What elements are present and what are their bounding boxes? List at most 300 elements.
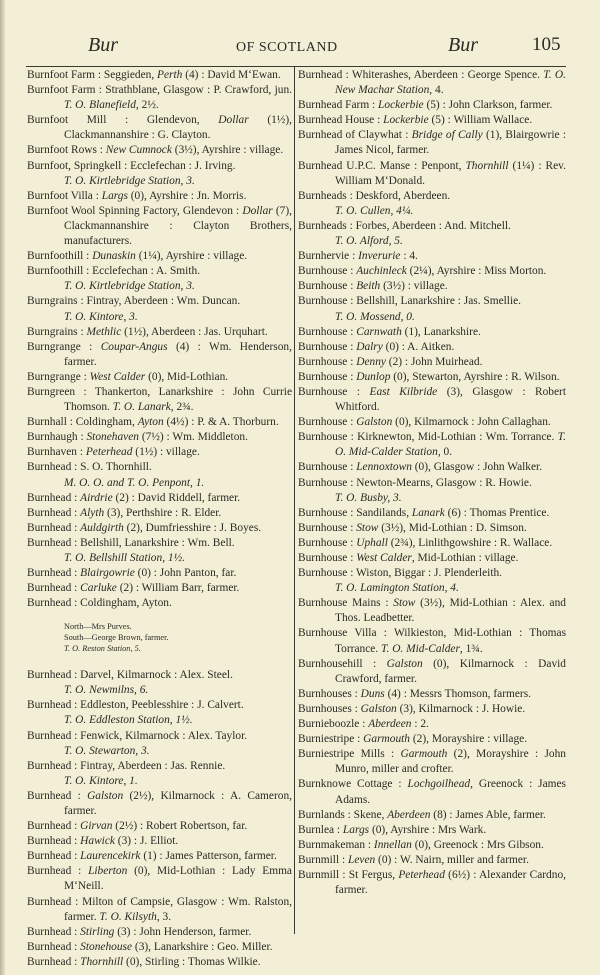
directory-entry bbox=[27, 506, 292, 521]
entry-place-italic: Perth bbox=[157, 69, 183, 81]
entry-text: (3½), Mid-Lothian : D. Simson. bbox=[378, 521, 527, 534]
entry-text: Burnhead : bbox=[27, 820, 81, 833]
entry-text: (1½) : village. bbox=[132, 446, 200, 459]
directory-entry bbox=[298, 430, 566, 460]
entry-place-italic: Leven bbox=[348, 853, 376, 866]
entry-text: Burnhouse : bbox=[298, 416, 357, 429]
entry-place-italic: Dollar bbox=[218, 114, 249, 127]
directory-entry bbox=[298, 294, 566, 324]
entry-text: Burnhead : Milton of Campsie, Glasgow : Wm. Ralston, farmer. bbox=[27, 895, 292, 923]
entry-text: Burnhead : bbox=[27, 567, 81, 580]
entry-text: Burnhouse : bbox=[298, 461, 357, 474]
entry-text: Burnhouse : Newton-Mearns, Glasgow : R. Howie. bbox=[298, 476, 532, 489]
entry-text: Burnhouse : bbox=[298, 355, 357, 368]
entry-text: (4) : Wm. Henderson, farmer. bbox=[64, 340, 292, 368]
entry-text: Burnhead : bbox=[27, 850, 81, 863]
entry-text: Burnhead : bbox=[27, 940, 81, 953]
entry-place-italic: Lanark bbox=[411, 506, 445, 519]
entry-text: (4) : Messrs Thomson, farmers. bbox=[384, 687, 531, 700]
entry-place-italic: Largs bbox=[101, 189, 128, 202]
directory-entry bbox=[27, 536, 292, 566]
directory-entry bbox=[27, 445, 292, 460]
entry-text: Burnfoot Farm : Seggieden, bbox=[27, 69, 158, 81]
entry-place-italic: East Kilbride bbox=[369, 385, 438, 398]
entry-telegraph-office: T. O. Newmilns, 6. bbox=[64, 684, 149, 697]
directory-entry bbox=[298, 657, 566, 687]
entry-place-italic: Blairgowrie bbox=[80, 567, 135, 580]
entry-place-italic: T. O. New Machar Station bbox=[335, 69, 566, 97]
entry-text: Burnhouse : Kirknewton, Mid-Lothian : Wm. Torrance. bbox=[298, 431, 558, 444]
entry-text: (3), Glasgow : Robert Whitford. bbox=[335, 385, 566, 414]
directory-entry bbox=[27, 249, 292, 264]
header-title: OF SCOTLAND bbox=[236, 40, 338, 55]
entry-text: Burnhead : bbox=[27, 925, 81, 938]
entry-text: (0), Greenock : Mrs Gibson. bbox=[411, 838, 544, 851]
directory-entry bbox=[27, 849, 292, 864]
entry-text: Burnmakeman : bbox=[298, 838, 374, 851]
directory-entry bbox=[298, 476, 566, 506]
entry-text: , 2½. bbox=[135, 99, 159, 112]
sublist-telegraph-office: T. O. Reston Station, 5. bbox=[64, 643, 141, 653]
directory-entry bbox=[27, 294, 292, 324]
entry-text: Burnfoothill : bbox=[27, 250, 93, 263]
directory-entry bbox=[298, 521, 566, 536]
directory-entry bbox=[27, 819, 292, 834]
entry-text: (1¼), Ayrshire : village. bbox=[135, 250, 248, 263]
entry-text: (3) : J. Elliot. bbox=[114, 835, 179, 848]
entry-text: (2½) : Robert Robertson, far. bbox=[112, 820, 248, 833]
entry-text: Burnfoot Wool Spinning Factory, Glendevon : bbox=[27, 204, 243, 217]
entry-place-italic: Laurencekirk bbox=[80, 850, 141, 863]
entry-text: Burnhead : Fintray, Aberdeen : Jas. Rennie. bbox=[27, 759, 226, 772]
entry-sublist bbox=[64, 622, 292, 654]
directory-entry bbox=[27, 698, 292, 728]
directory-entry bbox=[27, 430, 292, 445]
entry-text: (0), Stirling : Thomas Wilkie. bbox=[123, 955, 261, 968]
entry-text: : 4. bbox=[400, 250, 418, 263]
entry-text: Burnhaugh : bbox=[27, 431, 87, 444]
entry-text: (3), Lanarkshire : Geo. Miller. bbox=[132, 940, 273, 953]
entry-text: Burnhouse : bbox=[298, 521, 357, 534]
entry-text: (1½), Clackmannanshire : G. Clayton. bbox=[64, 114, 292, 142]
entry-text: (0), Stewarton, Ayrshire : R. Wilson. bbox=[390, 370, 560, 383]
entry-place-italic: Auchinleck bbox=[356, 265, 407, 278]
entry-place-italic: T. O. Mid-Calder bbox=[381, 642, 460, 655]
entry-text: (2), Morayshire : John Munro, miller and crofter. bbox=[335, 748, 566, 776]
header-right-guide-word: Bur bbox=[448, 34, 478, 56]
entry-text: Burnhead U.P.C. Manse : Penpont, bbox=[298, 159, 466, 172]
entry-text: Burnhead : bbox=[27, 491, 81, 504]
directory-entry bbox=[27, 83, 292, 113]
entry-text: Burnhouse : bbox=[298, 280, 357, 293]
directory-entry bbox=[298, 853, 566, 868]
entry-text: Burnhead : Fenwick, Kilmarnock : Alex. Taylor. bbox=[27, 729, 248, 742]
entry-text: Burnhouse : Bellshill, Lanarkshire : Jas. Smellie. bbox=[298, 295, 522, 308]
left-column bbox=[27, 68, 292, 970]
entry-text: Burngrange : bbox=[27, 340, 101, 353]
entry-text: (1), Lanarkshire. bbox=[401, 325, 481, 338]
directory-entry bbox=[27, 895, 292, 925]
entry-text: Burnhouse : bbox=[298, 385, 370, 398]
directory-entry bbox=[298, 717, 566, 732]
entry-text: (3½), Ayrshire : village. bbox=[171, 144, 284, 157]
entry-telegraph-office: T. O. Bellshill Station, 1½. bbox=[64, 552, 185, 564]
entry-place-italic: Girvan bbox=[80, 820, 113, 833]
entry-place-italic: Largs bbox=[342, 823, 370, 836]
entry-place-italic: Garmouth bbox=[400, 748, 448, 761]
entry-text: , Mid-Lothian : village. bbox=[411, 552, 519, 564]
entry-text: Burngreen : Thankerton, Lanarkshire : John Currie Thomson. bbox=[27, 385, 292, 414]
entry-text: Burnhervie : bbox=[298, 250, 359, 263]
entry-telegraph-office: T. O. Stewarton, 3. bbox=[64, 744, 150, 757]
directory-entry bbox=[298, 702, 566, 717]
entry-place-italic: Lochgoilhead bbox=[407, 778, 471, 791]
directory-entry bbox=[27, 460, 292, 490]
entry-place-italic: Thornhill bbox=[465, 159, 509, 172]
directory-entry bbox=[27, 955, 292, 970]
directory-entry bbox=[27, 370, 292, 385]
entry-text: Burnhouse Mains : bbox=[298, 597, 394, 610]
entry-telegraph-office: T. O. Mossend, 0. bbox=[335, 310, 415, 323]
entry-place-italic: Alyth bbox=[80, 506, 105, 519]
entry-text: (3) : John Henderson, farmer. bbox=[114, 925, 252, 938]
directory-entry bbox=[298, 189, 566, 219]
directory-entry bbox=[27, 189, 292, 204]
directory-entry bbox=[298, 159, 566, 189]
directory-entry bbox=[27, 340, 292, 370]
directory-entry bbox=[298, 566, 566, 596]
entry-text: (5) : William Wallace. bbox=[428, 114, 533, 127]
entry-text: Burnlands : Skene, bbox=[298, 808, 388, 821]
entry-text: Burngrains : Fintray, Aberdeen : Wm. Duncan. bbox=[27, 295, 241, 308]
entry-place-italic: Stirling bbox=[80, 925, 115, 938]
entry-text: Burnhouses : bbox=[298, 687, 361, 700]
entry-place-italic: Stow bbox=[356, 521, 379, 534]
entry-text: Burnfoot Rows : bbox=[27, 144, 106, 157]
entry-text: , 3. bbox=[156, 910, 172, 923]
entry-text: (7), Clackmannanshire : Clayton Brothers, manufacturers. bbox=[64, 204, 293, 248]
entry-text: Burnhead Farm : bbox=[298, 99, 379, 112]
entry-text: Burnhousehill : bbox=[298, 657, 387, 670]
entry-place-italic: West Calder bbox=[89, 370, 146, 383]
directory-entry bbox=[27, 581, 292, 596]
entry-text: Burnhaven : bbox=[27, 446, 86, 459]
entry-text: Burnhouse : bbox=[298, 265, 357, 278]
directory-entry bbox=[27, 668, 292, 698]
entry-place-italic: Galston bbox=[87, 789, 124, 802]
header-left-guide-word: Bur bbox=[88, 34, 118, 56]
entry-place-italic: Stonehouse bbox=[80, 940, 133, 953]
directory-entry bbox=[27, 566, 292, 581]
entry-place-italic: Stonehaven bbox=[86, 431, 139, 444]
directory-entry bbox=[298, 355, 566, 370]
entry-text: , 2¾. bbox=[170, 401, 194, 414]
entry-text: Burnfoot, Springkell : Ecclefechan : J. Irving. bbox=[27, 159, 236, 172]
entry-text: Burnheads : Forbes, Aberdeen : And. Mitchell. bbox=[298, 219, 511, 232]
entry-text: Burnhead House : bbox=[298, 114, 384, 127]
entry-place-italic: Lennoxtown bbox=[356, 461, 412, 474]
entry-text: Burnhouse : bbox=[298, 552, 357, 564]
entry-place-italic: Hawick bbox=[80, 835, 115, 848]
entry-place-italic: Bridge of Cally bbox=[411, 129, 483, 142]
entry-place-italic: Peterhead bbox=[398, 868, 445, 881]
entry-text: Burnhead : bbox=[27, 582, 81, 595]
entry-text: , 4. bbox=[429, 84, 444, 97]
directory-entry bbox=[298, 551, 566, 566]
entry-text: (6) : Thomas Prentice. bbox=[444, 506, 550, 519]
entry-text: (2) : David Riddell, farmer. bbox=[112, 491, 241, 504]
entry-place-italic: T. O. Lanark bbox=[112, 401, 171, 414]
entry-text: (0) : A. Aitken. bbox=[382, 340, 455, 353]
entry-text: (2), Dumfriesshire : J. Boyes. bbox=[123, 521, 262, 534]
entry-text: Burnhead : Darvel, Kilmarnock : Alex. Steel. bbox=[27, 669, 233, 682]
entry-telegraph-office: T. O. Eddleston Station, 1½. bbox=[64, 714, 193, 727]
directory-entry bbox=[298, 732, 566, 747]
entry-text: (2¼), Ayrshire : Miss Morton. bbox=[406, 265, 547, 278]
entry-place-italic: Galston bbox=[360, 702, 397, 715]
directory-entry bbox=[298, 536, 566, 551]
directory-entry bbox=[27, 204, 292, 249]
header-rule bbox=[26, 66, 566, 67]
entry-text: Burnhead : bbox=[27, 506, 81, 519]
entry-text: Burnfoot Farm : Strathblane, Glasgow : P. Crawford, jun. bbox=[27, 84, 292, 97]
entry-text: Burnhead : Coldingham, Ayton. bbox=[27, 597, 172, 610]
entry-place-italic: Galston bbox=[356, 416, 393, 429]
directory-entry bbox=[27, 491, 292, 506]
entry-telegraph-office: T. O. Cullen, 4¼. bbox=[335, 204, 414, 217]
entry-text: , Greenock : James Adams. bbox=[335, 778, 566, 806]
entry-text: Burnmill : bbox=[298, 853, 348, 866]
entry-place-italic: Uphall bbox=[356, 536, 388, 549]
entry-place-italic: Inverurie bbox=[358, 250, 401, 263]
entry-place-italic: Stow bbox=[393, 597, 416, 610]
entry-text: Burnfoot Villa : bbox=[27, 189, 102, 202]
entry-text: Burnfoothill : Ecclefechan : A. Smith. bbox=[27, 265, 201, 278]
entry-text: (6½) : Alexander Cardno, farmer. bbox=[335, 868, 566, 897]
entry-place-italic: Airdrie bbox=[80, 491, 113, 504]
entry-place-italic: Carnwath bbox=[356, 325, 402, 338]
directory-entry bbox=[27, 521, 292, 536]
entry-text: Burnlea : bbox=[298, 823, 343, 836]
entry-place-italic: Lockerbie bbox=[378, 99, 424, 112]
directory-entry bbox=[27, 415, 292, 430]
directory-entry bbox=[27, 789, 292, 819]
directory-entry bbox=[298, 596, 566, 626]
entry-place-italic: Beith bbox=[356, 280, 381, 293]
entry-text: Burnhead of Claywhat : bbox=[298, 129, 412, 142]
entry-text: (1¼) : Rev. William M‘Donald. bbox=[335, 159, 566, 187]
entry-place-italic: Liberton bbox=[88, 865, 128, 878]
directory-entry bbox=[298, 370, 566, 385]
directory-entry bbox=[27, 864, 292, 894]
directory-entry bbox=[298, 823, 566, 838]
entry-text: Burnhouse : bbox=[298, 340, 357, 353]
entry-text: (0) : John Panton, far. bbox=[134, 567, 237, 580]
directory-entry bbox=[27, 925, 292, 940]
directory-entry bbox=[27, 113, 292, 143]
directory-entry bbox=[27, 834, 292, 849]
entry-text: Burnhouse : bbox=[298, 536, 357, 549]
entry-text: (1) : James Patterson, farmer. bbox=[140, 850, 277, 863]
entry-place-italic: Dunlop bbox=[356, 370, 391, 383]
sublist-item: South—George Brown, farmer. bbox=[64, 632, 169, 642]
entry-place-italic: West Calder bbox=[356, 552, 412, 564]
entry-place-italic: New Cumnock bbox=[105, 144, 172, 157]
entry-place-italic: Carluke bbox=[80, 582, 117, 595]
sublist-item: North—Mrs Purves. bbox=[64, 622, 132, 632]
entry-place-italic: Dollar bbox=[242, 204, 273, 217]
entry-text: (8) : James Able, farmer. bbox=[430, 808, 546, 821]
entry-place-italic: Methlic bbox=[86, 325, 122, 338]
directory-entry bbox=[298, 68, 566, 98]
entry-text: (0), Ayrshire : Mrs Wark. bbox=[369, 823, 487, 836]
directory-entry bbox=[298, 340, 566, 355]
entry-text: (4½) : P. & A. Thorburn. bbox=[163, 416, 279, 429]
entry-text: (1), Blairgowrie : James Nicol, farmer. bbox=[335, 129, 566, 157]
directory-entry bbox=[298, 385, 566, 415]
entry-place-italic: Thornhill bbox=[80, 955, 124, 968]
entry-text: Burnhead : S. O. Thornhill. bbox=[27, 461, 152, 474]
entry-text: (2) : William Barr, farmer. bbox=[116, 582, 240, 595]
entry-place-italic: Denny bbox=[356, 355, 386, 368]
column-divider bbox=[294, 67, 295, 934]
directory-entry bbox=[298, 626, 566, 656]
entry-telegraph-office: T. O. Kintore, 3. bbox=[64, 310, 138, 323]
running-header bbox=[26, 30, 566, 60]
directory-entry bbox=[298, 808, 566, 823]
entry-text: Burniestripe Mills : bbox=[298, 748, 401, 761]
entry-text: (2), Morayshire : village. bbox=[410, 733, 528, 746]
directory-entry bbox=[27, 596, 292, 611]
directory-entry bbox=[298, 460, 566, 475]
right-column bbox=[298, 68, 566, 898]
entry-text: (2) : John Muirhead. bbox=[385, 355, 483, 368]
entry-text: Burnhead : Whiterashes, Aberdeen : George Spence. bbox=[298, 69, 544, 81]
entry-place-italic: Coupar-Angus bbox=[100, 340, 168, 353]
directory-entry bbox=[27, 759, 292, 789]
entry-text: Burnfoot Mill : Glendevon, bbox=[27, 114, 219, 127]
entry-text: Burnhall : Coldingham, bbox=[27, 416, 138, 429]
entry-place-italic: Duns bbox=[360, 687, 385, 700]
directory-entry bbox=[298, 777, 566, 807]
entry-telegraph-office: T. O. Kintore, 1. bbox=[64, 774, 138, 787]
entry-text: (0), Mid-Lothian : Lady Emma M‘Neill. bbox=[64, 865, 292, 893]
entry-text: (0), Kilmarnock : David Crawford, farmer. bbox=[335, 657, 567, 685]
entry-place-italic: Dalry bbox=[356, 340, 383, 353]
entry-place-italic: Aberdeen bbox=[368, 718, 412, 731]
entry-text: Burnhead : bbox=[27, 835, 81, 848]
entry-text: Burnhouse : Sandilands, bbox=[298, 506, 412, 519]
directory-entry bbox=[298, 113, 566, 128]
entry-text: (3½) : village. bbox=[380, 280, 448, 293]
entry-place-italic: Innellan bbox=[373, 838, 412, 851]
directory-entry bbox=[298, 249, 566, 264]
entry-telegraph-office: T. O. Alford, 5. bbox=[335, 235, 403, 248]
entry-text: Burnhead : Bellshill, Lanarkshire : Wm. Bell. bbox=[27, 536, 235, 549]
directory-entry bbox=[27, 325, 292, 340]
entry-text: Burnhouse : Wiston, Biggar : J. Plenderleith. bbox=[298, 567, 503, 580]
entry-place-italic: Aberdeen bbox=[387, 808, 431, 821]
entry-text: , 0. bbox=[437, 446, 453, 459]
entry-text: (0), Glasgow : John Walker. bbox=[411, 461, 543, 474]
entry-text: (1½), Aberdeen : Jas. Urquhart. bbox=[121, 325, 268, 338]
entry-place-italic: Peterhead bbox=[85, 446, 133, 459]
entry-text: (3), Perthshire : R. Elder. bbox=[104, 506, 222, 519]
entry-text: Burnhouse : bbox=[298, 370, 357, 383]
directory-entry bbox=[298, 747, 566, 777]
directory-entry bbox=[298, 279, 566, 294]
directory-entry bbox=[27, 68, 292, 83]
entry-text: (7½) : Wm. Middleton. bbox=[139, 431, 248, 444]
entry-text: (5) : John Clarkson, farmer. bbox=[423, 99, 553, 112]
entry-text: Burnheads : Deskford, Aberdeen. bbox=[298, 189, 451, 202]
directory-entry bbox=[298, 325, 566, 340]
page-binding-edge bbox=[0, 0, 5, 975]
directory-entry bbox=[298, 264, 566, 279]
entry-text: Burnhead : bbox=[27, 521, 81, 534]
entry-place-italic: Galston bbox=[386, 657, 423, 670]
entry-text: Burnmill : St Fergus, bbox=[298, 868, 399, 881]
entry-text: Burnhead : bbox=[27, 865, 89, 878]
entry-telegraph-office: T. O. Kirtlebridge Station, 3. bbox=[64, 280, 195, 293]
entry-telegraph-office: M. O. O. and T. O. Penpont, 1. bbox=[64, 476, 205, 489]
entry-text: (0), Kilmarnock : John Callaghan. bbox=[392, 416, 551, 429]
entry-text: (0) : W. Nairn, miller and farmer. bbox=[375, 853, 529, 866]
entry-text: Burnhead : bbox=[27, 789, 88, 802]
directory-entry bbox=[27, 159, 292, 189]
entry-text: (4) : David M‘Ewan. bbox=[182, 69, 281, 81]
entry-telegraph-office: T. O. Kirtlebridge Station, 3. bbox=[64, 174, 195, 187]
entry-place-italic: Ayton bbox=[137, 416, 164, 429]
directory-entry bbox=[298, 415, 566, 430]
entry-text: (2½), Kilmarnock : A. Cameron, farmer. bbox=[64, 789, 292, 817]
directory-entry bbox=[298, 868, 566, 898]
entry-text: Burnknowe Cottage : bbox=[298, 778, 408, 791]
entry-place-italic: T. O. Mid-Calder Station bbox=[335, 431, 566, 459]
directory-entry bbox=[27, 729, 292, 759]
entry-text: Burngrains : bbox=[27, 325, 87, 338]
entry-telegraph-office: T. O. Busby, 3. bbox=[335, 491, 402, 504]
entry-text: (3), Kilmarnock : J. Howie. bbox=[396, 702, 526, 715]
entry-place-italic: Dunaskin bbox=[92, 250, 136, 263]
page-number: 105 bbox=[532, 34, 561, 55]
directory-entry bbox=[298, 687, 566, 702]
directory-entry bbox=[298, 128, 566, 158]
entry-text: Burnhouse Villa : Wilkieston, Mid-Lothian : Thomas Torrance. bbox=[298, 627, 566, 655]
entry-text: Burnhouse : bbox=[298, 325, 357, 338]
entry-text: , 1¾. bbox=[459, 642, 483, 655]
entry-text: Burnieboozle : bbox=[298, 718, 369, 731]
entry-place-italic: T. O. Kilsyth bbox=[99, 910, 157, 923]
directory-entry bbox=[298, 506, 566, 521]
directory-entry bbox=[27, 385, 292, 415]
directory-entry bbox=[27, 940, 292, 955]
entry-text: Burnhead : bbox=[27, 955, 81, 968]
entry-text: (2¾), Linlithgowshire : R. Wallace. bbox=[387, 536, 553, 549]
directory-entry bbox=[298, 219, 566, 249]
entry-text: Burnhouses : bbox=[298, 702, 361, 715]
entry-text: Burniestripe : bbox=[298, 733, 364, 746]
entry-place-italic: Garmouth bbox=[363, 733, 411, 746]
entry-telegraph-office: T. O. Lamington Station, 4. bbox=[335, 582, 459, 595]
entry-text: (0), Ayrshire : Jn. Morris. bbox=[127, 189, 247, 202]
entry-place-italic: Auldgirth bbox=[80, 521, 124, 534]
directory-entry bbox=[27, 143, 292, 158]
entry-text: Burngrange : bbox=[27, 370, 90, 383]
entry-place-italic: T. O. Blanefield bbox=[64, 99, 136, 112]
entry-text: : 2. bbox=[411, 718, 429, 731]
directory-entry bbox=[298, 838, 566, 853]
